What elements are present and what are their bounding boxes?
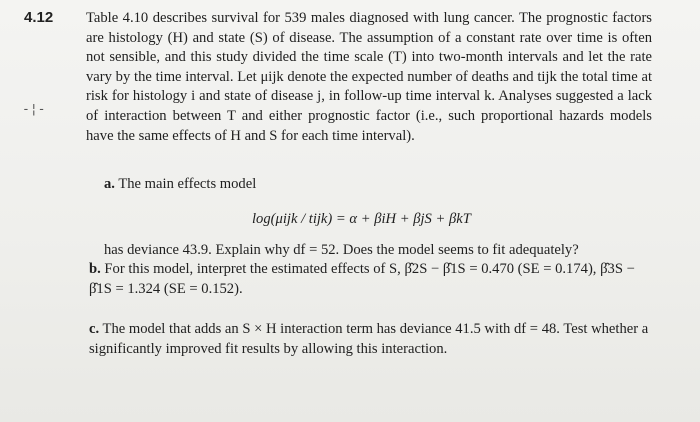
part-a — [104, 175, 652, 195]
part-a-text: The main effects model — [118, 176, 257, 192]
part-c-text: The model that adds an S × H interaction term has deviance 41.5 with df = 48. Test whether a significantly improved fit results by allowing this interaction. — [89, 321, 649, 357]
part-a-label: a. — [104, 176, 115, 192]
part-b-text: For this model, interpret the estimated effects of S, β̂2S − β̂1S = 0.470 (SE = 0.174), β̂3S − β̂1S = 1.324 (SE = 0.152). — [89, 261, 635, 297]
margin-mark: -¦- — [22, 102, 46, 117]
part-c-label: c. — [89, 321, 100, 337]
part-a-followup: has deviance 43.9. Explain why df = 52. Does the model seems to fit adequately? — [104, 242, 579, 258]
problem-intro — [86, 9, 652, 146]
problem-intro-text: Table 4.10 describes survival for 539 males diagnosed with lung cancer. The prognostic factors are histology (H) and state (S) of disease. The assumption of a constant rate over time is often not sensible, and this study divided the time scale (T) into two-month intervals and let the rate vary by the time interval. Let μijk denote the expected number of deaths and tijk the total time at risk for histology i and state of disease j, in follow-up time interval k. Analyses suggested a lack of interaction between T and either prognostic factor (i.e., such proportional hazards models have the same effects of H and S for each time interval). — [86, 10, 652, 144]
part-c — [89, 320, 654, 359]
main-effects-formula: log(μijk / tijk) = α + βiH + βjS + βkT — [252, 211, 471, 227]
part-b — [89, 260, 654, 299]
part-b-label: b. — [89, 261, 101, 277]
problem-number: 4.12 — [24, 9, 54, 26]
